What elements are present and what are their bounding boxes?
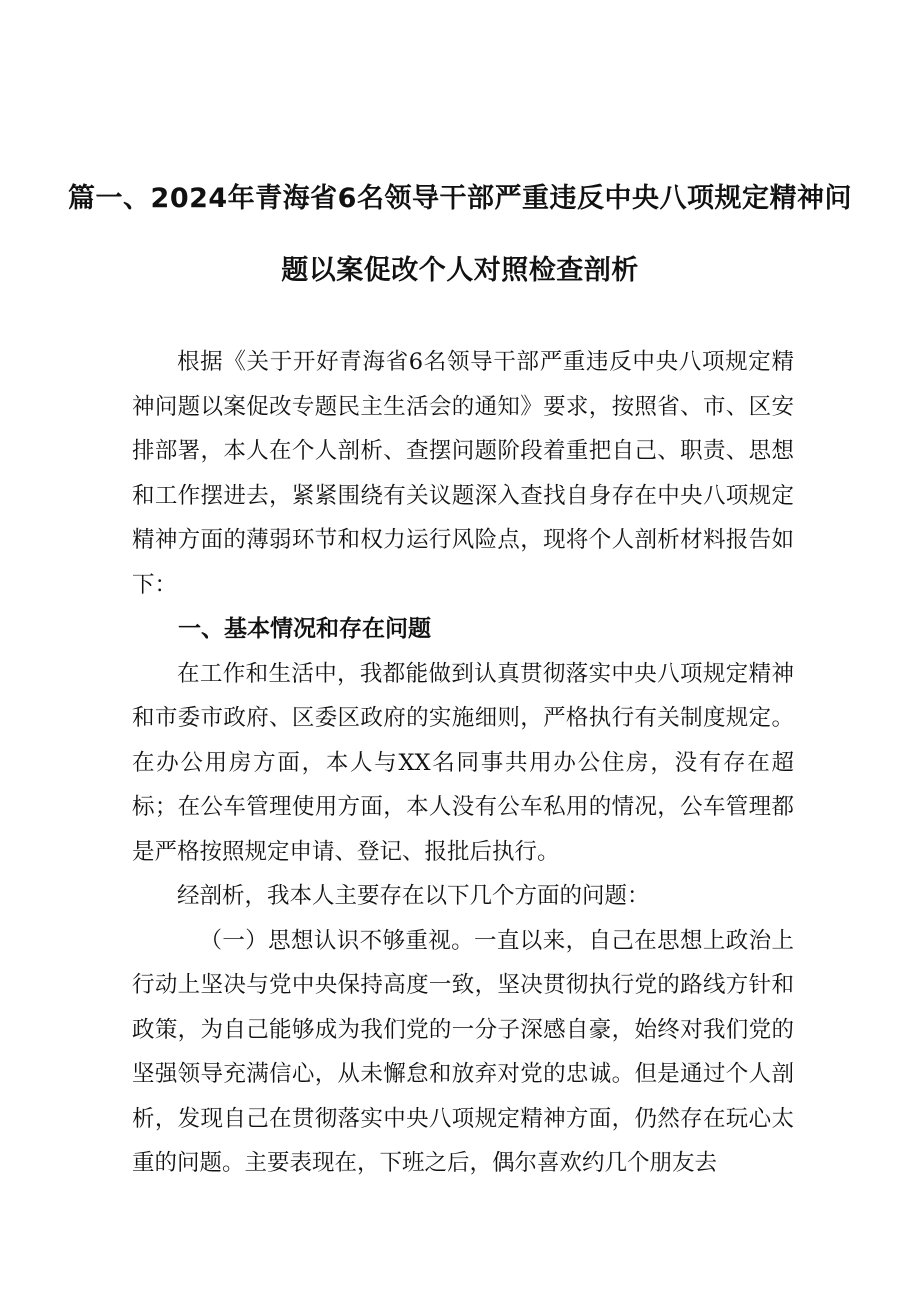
- section-heading-basic-situation: 一、基本情况和存在问题: [178, 616, 431, 642]
- document-title-line-2: 题以案促改个人对照检查剖析: [281, 255, 639, 286]
- analysis-lead-paragraph: 经剖析，我本人主要存在以下几个方面的问题：: [177, 883, 650, 909]
- intro-paragraph: 根据《关于开好青海省6名领导干部严重违反中央八项规定精神问题以案促改专题民主生活会的通知》要求，按照省、市、区安排部署，本人在个人剖析、查摆问题阶段着重把自己、职责、思想和工作摆进去，紧紧围绕有关议题深入查找自身存在中央八项规定精神方面的薄弱环节和权力运行风险点，现将个人剖析材料报告如下：: [132, 349, 794, 598]
- document-title-line-1: 篇一、2024年青海省6名领导干部严重违反中央八项规定精神问: [68, 183, 852, 214]
- problem-item-1-paragraph: （一）思想认识不够重视。一直以来，自己在思想上政治上行动上坚决与党中央保持高度一致，坚决贯彻执行党的路线方针和政策，为自己能够成为我们党的一分子深感自豪，始终对我们党的坚强领导充满信心，从未懈怠和放弃对党的忠诚。但是通过个人剖析，发现自己在贯彻落实中央八项规定精神方面，仍然存在玩心太重的问题。主要表现在，下班之后，偶尔喜欢约几个朋友去: [132, 927, 794, 1176]
- situation-paragraph: 在工作和生活中，我都能做到认真贯彻落实中央八项规定精神和市委市政府、区委区政府的实施细则，严格执行有关制度规定。在办公用房方面，本人与XX名同事共用办公住房，没有存在超标；在公车管理使用方面，本人没有公车私用的情况，公车管理都是严格按照规定申请、登记、报批后执行。: [132, 660, 794, 865]
- document-body: [132, 340, 794, 1186]
